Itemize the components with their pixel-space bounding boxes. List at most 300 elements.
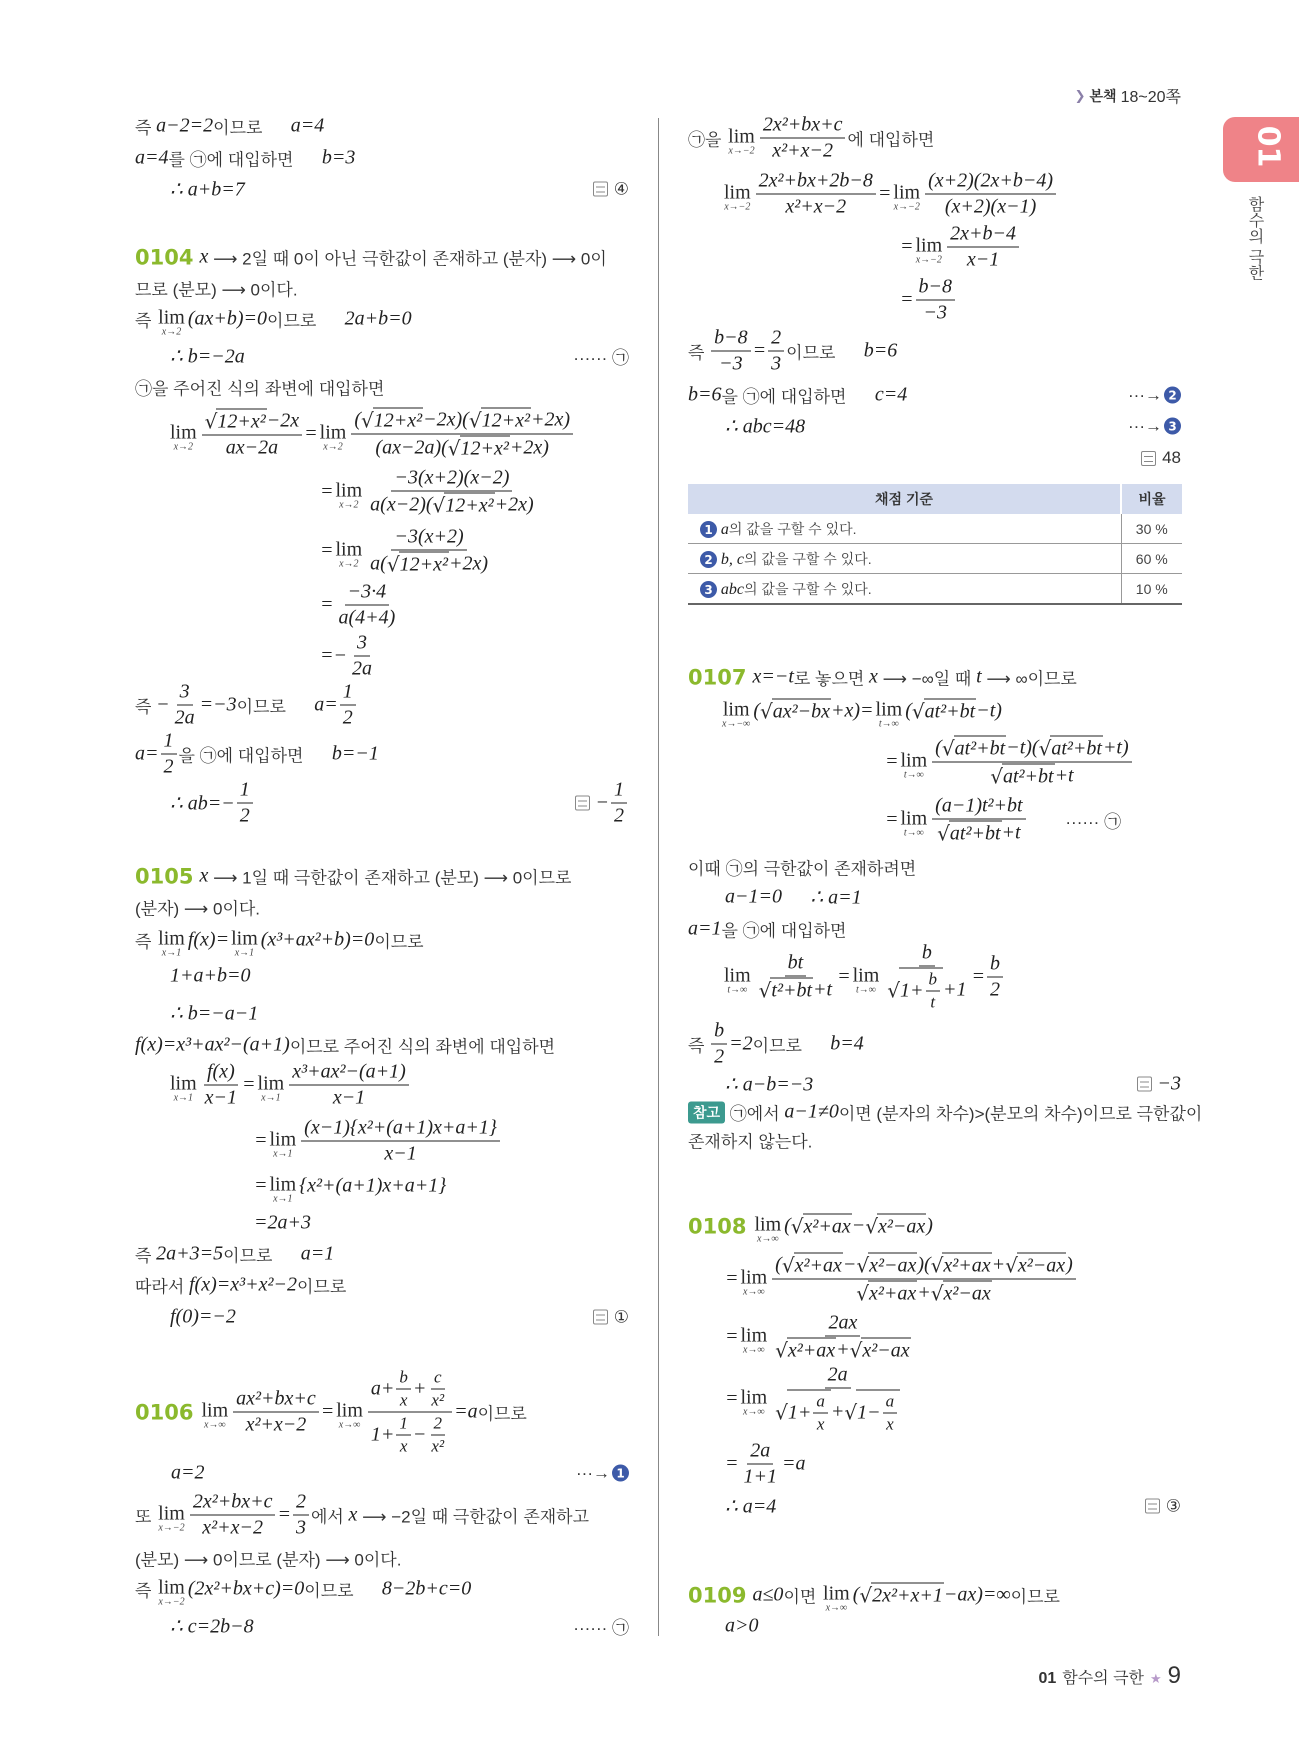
math-expression: 2x²+x+1 bbox=[872, 1584, 943, 1607]
limit bbox=[158, 1576, 185, 1608]
text-run: 을 ㉠에 대입하면 bbox=[721, 387, 875, 407]
math-expression: b=6 bbox=[863, 339, 898, 362]
math-expression: ( bbox=[775, 1253, 782, 1276]
math-expression: ∴ c=2b−8 bbox=[170, 1615, 254, 1638]
math-expression: t bbox=[976, 665, 982, 688]
ratio-cell: 30 % bbox=[1121, 514, 1182, 544]
math-expression: −2x)( bbox=[423, 408, 469, 431]
chapter-tab bbox=[1223, 117, 1299, 182]
fraction bbox=[237, 779, 253, 828]
column-header-criteria: 채점 기준 bbox=[688, 484, 1121, 514]
text-run: ⟶ −2일 때 극한값이 존재하고 bbox=[357, 1507, 590, 1527]
limit-word: lim bbox=[915, 234, 943, 257]
denominator bbox=[381, 1142, 419, 1166]
math-expression: +2x) bbox=[494, 493, 534, 516]
radicand bbox=[856, 1390, 900, 1435]
line-content bbox=[725, 885, 862, 910]
math-expression: +2x) bbox=[530, 408, 571, 431]
radicand bbox=[949, 821, 1002, 846]
limit-word: lim bbox=[740, 1386, 768, 1409]
solution-line bbox=[725, 1494, 1181, 1519]
limit bbox=[170, 1072, 197, 1104]
fraction bbox=[925, 170, 1056, 219]
math-expression: x bbox=[886, 1414, 894, 1434]
criterion-math: abc bbox=[720, 580, 744, 598]
line-right-annotation bbox=[1145, 1496, 1181, 1516]
text-run: 즉 bbox=[135, 697, 157, 717]
math-expression: = bbox=[752, 339, 767, 362]
text-run: ① bbox=[613, 1307, 629, 1326]
line-content bbox=[320, 526, 493, 577]
square-root bbox=[433, 493, 495, 518]
text-run: ⟶ ∞이므로 bbox=[981, 669, 1077, 689]
math-expression: a+ bbox=[370, 1377, 395, 1400]
math-expression: =− bbox=[320, 644, 347, 667]
chapter-title-vertical: 함수의 극한 bbox=[1246, 196, 1263, 281]
equation-line bbox=[725, 1440, 1181, 1489]
square-root bbox=[782, 1253, 843, 1278]
math-expression: − bbox=[412, 1423, 427, 1446]
math-expression: 1+ bbox=[900, 979, 924, 1002]
line-content bbox=[320, 467, 539, 518]
math-expression: f(x)=x³+x²−2 bbox=[189, 1273, 297, 1296]
radicand bbox=[954, 736, 1007, 761]
line-content bbox=[171, 1462, 205, 1485]
math-expression: b bbox=[399, 1367, 408, 1387]
line-content bbox=[135, 276, 298, 301]
math-expression: at²+bt bbox=[949, 822, 1001, 845]
equation-line bbox=[725, 1364, 1181, 1435]
line-content bbox=[688, 855, 916, 880]
math-expression: 12+x² bbox=[481, 409, 530, 432]
math-expression: = bbox=[725, 1325, 739, 1348]
fraction bbox=[340, 681, 356, 730]
solution-line bbox=[135, 681, 629, 730]
radical-sign-icon: √ bbox=[856, 1281, 869, 1305]
math-expression: a bbox=[816, 1391, 825, 1411]
math-expression: f(0)=−2 bbox=[170, 1305, 236, 1328]
limit-word: lim bbox=[893, 181, 921, 204]
solution-line bbox=[688, 383, 1181, 408]
math-expression: 2x²+bx+2b−8 bbox=[758, 169, 873, 192]
text-run: 를 ㉠에 대입하면 bbox=[168, 150, 322, 170]
radical-sign-icon: √ bbox=[849, 1338, 863, 1362]
math-expression: −3 bbox=[719, 352, 743, 375]
radical-sign-icon: √ bbox=[468, 408, 482, 432]
limit bbox=[722, 698, 751, 730]
text-run: (분자) ⟶ 0이다. bbox=[135, 899, 261, 919]
book-label: 본책 bbox=[1089, 87, 1117, 104]
square-root bbox=[791, 1214, 852, 1239]
line-content bbox=[254, 1172, 447, 1205]
math-expression: a−2=2 bbox=[156, 114, 214, 137]
table-row bbox=[688, 544, 1182, 574]
denominator bbox=[330, 1086, 368, 1110]
math-expression: −t) bbox=[976, 699, 1002, 722]
fraction bbox=[301, 1117, 500, 1166]
numerator bbox=[190, 1491, 276, 1516]
math-expression: 3 bbox=[771, 352, 782, 375]
limit-word: lim bbox=[319, 421, 347, 444]
radical-sign-icon: √ bbox=[930, 1253, 944, 1277]
math-expression: 1+ bbox=[370, 1423, 395, 1446]
line-right-annotation bbox=[576, 1463, 629, 1483]
square-root bbox=[931, 1281, 992, 1306]
line-content bbox=[135, 245, 607, 270]
problem-0105-line bbox=[135, 864, 629, 889]
text-run: 에 대입하면 bbox=[847, 130, 935, 150]
math-expression: 2x²+bx+c bbox=[762, 113, 843, 136]
fraction bbox=[926, 970, 941, 1013]
problem-number: 0104 bbox=[135, 245, 194, 269]
limit bbox=[335, 479, 363, 511]
solution-line bbox=[135, 1491, 629, 1540]
equation-line bbox=[320, 526, 629, 577]
fraction bbox=[883, 1392, 898, 1435]
denominator bbox=[237, 804, 253, 828]
math-expression: 2 bbox=[990, 978, 1001, 1001]
radicand bbox=[794, 1253, 843, 1278]
math-expression: f(x) bbox=[206, 1060, 235, 1083]
line-right-annotation bbox=[1141, 448, 1181, 468]
math-expression: )( bbox=[917, 1253, 931, 1276]
limit bbox=[915, 234, 943, 266]
limit bbox=[724, 964, 751, 996]
line-content bbox=[135, 895, 260, 920]
limit-subscript: t→∞ bbox=[903, 827, 924, 839]
math-expression: (a−1)t²+bt bbox=[935, 794, 1023, 817]
math-expression: = bbox=[320, 539, 334, 562]
radicand bbox=[943, 1281, 992, 1306]
math-expression: 1 bbox=[399, 1413, 408, 1433]
text-run: ㉠을 bbox=[688, 130, 727, 150]
limit-word: lim bbox=[336, 1399, 363, 1422]
radical-sign-icon: √ bbox=[911, 699, 925, 723]
ratio-cell: 60 % bbox=[1121, 544, 1182, 574]
math-expression: (x+2)(x−1) bbox=[944, 195, 1037, 218]
line-content bbox=[135, 730, 379, 779]
math-expression: − bbox=[156, 693, 170, 716]
radicand bbox=[373, 408, 423, 433]
limit-word: lim bbox=[158, 1576, 185, 1599]
denominator bbox=[921, 301, 951, 325]
line-right-annotation bbox=[1128, 416, 1181, 436]
line-content bbox=[688, 114, 934, 163]
math-expression: x bbox=[348, 1503, 358, 1526]
denominator bbox=[782, 195, 849, 219]
limit-subscript: t→∞ bbox=[727, 984, 748, 996]
problem-number: 0109 bbox=[688, 1583, 747, 1607]
math-expression: b=4 bbox=[830, 1032, 864, 1055]
answer-icon bbox=[1141, 451, 1156, 466]
math-expression: ax−2a bbox=[225, 436, 279, 459]
limit-subscript: x→−2 bbox=[893, 201, 920, 213]
denominator bbox=[987, 978, 1003, 1002]
math-expression: + bbox=[412, 1377, 427, 1400]
math-expression: 1+ bbox=[787, 1401, 812, 1424]
fraction bbox=[756, 170, 876, 219]
math-expression: b=3 bbox=[321, 146, 356, 169]
radicand bbox=[868, 1281, 917, 1306]
limit-word: lim bbox=[257, 1072, 285, 1095]
line-content bbox=[170, 1001, 258, 1026]
math-expression: = bbox=[885, 808, 899, 831]
math-expression: ) bbox=[926, 1214, 933, 1237]
denominator bbox=[428, 1390, 447, 1411]
math-expression: =a bbox=[454, 1400, 478, 1423]
math-expression: 1 bbox=[163, 729, 174, 752]
denominator bbox=[772, 1337, 914, 1363]
equation-line bbox=[254, 1212, 629, 1235]
fraction bbox=[768, 327, 784, 376]
math-expression: t bbox=[930, 992, 936, 1012]
math-expression: x² bbox=[431, 1436, 445, 1456]
line-content bbox=[135, 1575, 472, 1608]
numerator bbox=[825, 1364, 851, 1389]
math-expression: a>0 bbox=[725, 1614, 759, 1637]
numerator bbox=[345, 581, 390, 606]
radical-sign-icon: √ bbox=[775, 1338, 788, 1362]
line-content bbox=[725, 414, 805, 439]
line-content bbox=[688, 1128, 812, 1153]
denominator bbox=[772, 1389, 903, 1435]
text-run: 이므로 bbox=[786, 343, 864, 363]
chapter-number: 01 bbox=[1250, 125, 1286, 168]
square-root bbox=[775, 1390, 831, 1435]
math-expression: f(x)=x³+ax²−(a+1) bbox=[135, 1033, 290, 1056]
line-content bbox=[170, 1306, 236, 1329]
line-content bbox=[254, 1117, 502, 1166]
math-expression: b=6 bbox=[688, 383, 722, 406]
radicand bbox=[1017, 1253, 1066, 1278]
limit-word: lim bbox=[158, 1502, 185, 1525]
math-expression: +t bbox=[813, 978, 833, 1001]
denominator bbox=[883, 1414, 897, 1435]
limit-subscript: x→∞ bbox=[825, 1602, 848, 1614]
line-content bbox=[168, 1061, 411, 1110]
limit bbox=[823, 1582, 850, 1614]
text-run: 에서 bbox=[310, 1507, 349, 1527]
limit-word: lim bbox=[201, 1399, 229, 1422]
text-run: 이므로 bbox=[213, 118, 291, 138]
math-expression: = bbox=[877, 182, 892, 205]
text-run: 즉 bbox=[135, 1246, 157, 1266]
math-expression: 2a+b=0 bbox=[344, 307, 412, 330]
column-divider bbox=[658, 118, 659, 1636]
line-right-annotation bbox=[573, 344, 629, 369]
line-content bbox=[135, 926, 424, 959]
math-expression: x³+ax²−(a+1) bbox=[292, 1060, 406, 1083]
radical-sign-icon: √ bbox=[859, 1583, 873, 1607]
radicand bbox=[861, 1338, 910, 1363]
radicand bbox=[787, 1390, 831, 1435]
fraction bbox=[813, 1392, 828, 1435]
line-content bbox=[688, 917, 846, 942]
radical-sign-icon: √ bbox=[865, 1214, 879, 1238]
math-expression: a=2 bbox=[171, 1461, 205, 1484]
numerator bbox=[301, 1117, 500, 1142]
denominator bbox=[202, 1086, 240, 1110]
equation-line bbox=[900, 276, 1181, 325]
square-root bbox=[1005, 1253, 1066, 1278]
step-badge: 2 bbox=[700, 551, 717, 568]
square-root bbox=[469, 408, 531, 433]
text-run: 이므로 bbox=[304, 1581, 382, 1601]
fraction bbox=[161, 730, 177, 779]
line-content bbox=[725, 1364, 905, 1435]
square-root bbox=[844, 1390, 900, 1435]
limit-subscript: x→2 bbox=[161, 326, 182, 338]
math-expression: 2 bbox=[239, 804, 250, 827]
math-expression: =−3 bbox=[199, 693, 237, 716]
line-content bbox=[135, 1273, 346, 1298]
limit bbox=[900, 749, 928, 781]
radical-sign-icon: √ bbox=[1005, 1253, 1018, 1277]
math-expression: − bbox=[842, 1253, 857, 1276]
math-expression: x²+ax bbox=[943, 1254, 991, 1277]
limit bbox=[269, 1128, 297, 1160]
radicand bbox=[868, 1253, 917, 1278]
math-expression: =a bbox=[782, 1452, 806, 1475]
numerator bbox=[611, 779, 627, 804]
numerator bbox=[391, 526, 466, 551]
note-line bbox=[688, 1128, 1181, 1153]
line-right-annotation bbox=[1128, 385, 1181, 405]
math-expression: a( bbox=[370, 552, 387, 575]
radical-sign-icon: √ bbox=[447, 436, 461, 460]
fraction bbox=[987, 953, 1003, 1002]
fraction bbox=[367, 467, 537, 518]
math-expression: (ax−2a)( bbox=[375, 436, 448, 459]
math-expression: x bbox=[816, 1414, 825, 1434]
math-expression: 2ax bbox=[828, 1311, 858, 1334]
page-number: 9 bbox=[1167, 1662, 1181, 1689]
solution-line bbox=[688, 114, 1181, 163]
criterion-math: a bbox=[720, 520, 729, 538]
limit-word: lim bbox=[852, 964, 880, 987]
equation-line bbox=[885, 736, 1181, 789]
line-right-annotation bbox=[593, 179, 629, 199]
math-expression: a bbox=[885, 1391, 895, 1411]
problem-0107-line bbox=[688, 665, 1181, 690]
solution-line bbox=[725, 1072, 1181, 1097]
math-expression: ( bbox=[784, 1214, 791, 1237]
table-row bbox=[688, 514, 1182, 544]
text-run: 또 bbox=[135, 1507, 157, 1527]
math-expression: 2x²+bx+c bbox=[192, 1490, 273, 1513]
denominator bbox=[711, 1045, 727, 1069]
line-right-annotation bbox=[1137, 1073, 1182, 1096]
math-expression: ( bbox=[354, 408, 362, 431]
fraction bbox=[947, 223, 1019, 272]
fraction bbox=[172, 681, 198, 730]
criterion-text: 의 값을 구할 수 있다. bbox=[744, 550, 872, 567]
fraction bbox=[428, 1414, 447, 1457]
solution-line bbox=[170, 1001, 629, 1026]
math-expression: +t bbox=[1001, 821, 1021, 844]
math-expression: (x−1){x²+(a+1)x+a+1} bbox=[304, 1116, 497, 1139]
math-expression: −3(x+2)(x−2) bbox=[394, 466, 510, 489]
math-expression: +2x) bbox=[448, 552, 489, 575]
math-expression: + bbox=[830, 1400, 845, 1423]
solution-line bbox=[135, 305, 629, 338]
limit bbox=[852, 964, 880, 996]
arrow-icon: ❯ bbox=[1074, 87, 1086, 103]
math-expression: + bbox=[836, 1338, 850, 1361]
numerator bbox=[204, 1061, 238, 1086]
solution-line bbox=[170, 344, 629, 369]
numerator bbox=[431, 1414, 446, 1436]
solution-line bbox=[135, 1273, 629, 1298]
line-content bbox=[900, 276, 957, 325]
math-expression: − bbox=[851, 1214, 866, 1237]
radical-sign-icon: √ bbox=[887, 978, 901, 1002]
solution-line bbox=[171, 1462, 629, 1485]
step-badge: 3 bbox=[700, 581, 717, 598]
math-expression: 2x+b−4 bbox=[950, 222, 1017, 245]
numerator bbox=[772, 1253, 1076, 1280]
math-expression: 1− bbox=[857, 1401, 881, 1424]
radicand bbox=[899, 968, 943, 1013]
math-expression: x²+x−2 bbox=[202, 1516, 264, 1539]
math-expression: x bbox=[199, 245, 209, 268]
text-run: 이므로 bbox=[1010, 1587, 1060, 1607]
numerator bbox=[340, 681, 356, 706]
line-content bbox=[725, 1494, 776, 1519]
line-content bbox=[170, 1614, 254, 1639]
numerator bbox=[987, 953, 1003, 978]
math-expression: =2 bbox=[729, 1032, 753, 1055]
fraction bbox=[202, 1061, 240, 1110]
limit-subscript: t→∞ bbox=[878, 718, 899, 730]
radicand bbox=[1050, 736, 1103, 761]
denominator bbox=[768, 352, 784, 376]
math-expression: = bbox=[242, 1073, 256, 1096]
math-expression: (2x²+bx+c)=0 bbox=[187, 1577, 305, 1600]
radicand bbox=[444, 493, 494, 518]
problem-number: 0105 bbox=[135, 864, 194, 888]
line-content bbox=[170, 965, 251, 988]
limit bbox=[158, 927, 185, 959]
column-header-ratio: 비율 bbox=[1121, 484, 1182, 514]
fraction bbox=[190, 1491, 276, 1540]
solution-line bbox=[170, 1614, 629, 1639]
math-expression: 2 bbox=[433, 1413, 442, 1433]
numerator bbox=[756, 170, 876, 195]
limit-subscript: t→∞ bbox=[855, 984, 876, 996]
math-expression: ax²+bx+c bbox=[236, 1387, 316, 1410]
numerator bbox=[161, 730, 177, 755]
fraction bbox=[233, 1388, 319, 1437]
line-content bbox=[135, 864, 571, 889]
math-expression: + bbox=[991, 1253, 1006, 1276]
numerator bbox=[711, 1020, 727, 1045]
equation-line bbox=[885, 795, 1181, 846]
limit-subscript: x→1 bbox=[261, 1092, 281, 1104]
solution-line bbox=[725, 885, 1181, 910]
fraction bbox=[396, 1414, 411, 1457]
limit-word: lim bbox=[170, 421, 197, 444]
square-root bbox=[205, 409, 267, 434]
fraction bbox=[711, 327, 751, 376]
math-expression: 1 bbox=[239, 778, 250, 801]
text-run: (분모) ⟶ 0이므로 (분자) ⟶ 0이다. bbox=[135, 1550, 402, 1570]
text-run: 이므로 bbox=[267, 311, 345, 331]
line-content bbox=[135, 681, 358, 730]
math-expression: t²+bt bbox=[771, 979, 813, 1002]
numerator bbox=[785, 952, 807, 977]
solution-line bbox=[135, 375, 629, 400]
